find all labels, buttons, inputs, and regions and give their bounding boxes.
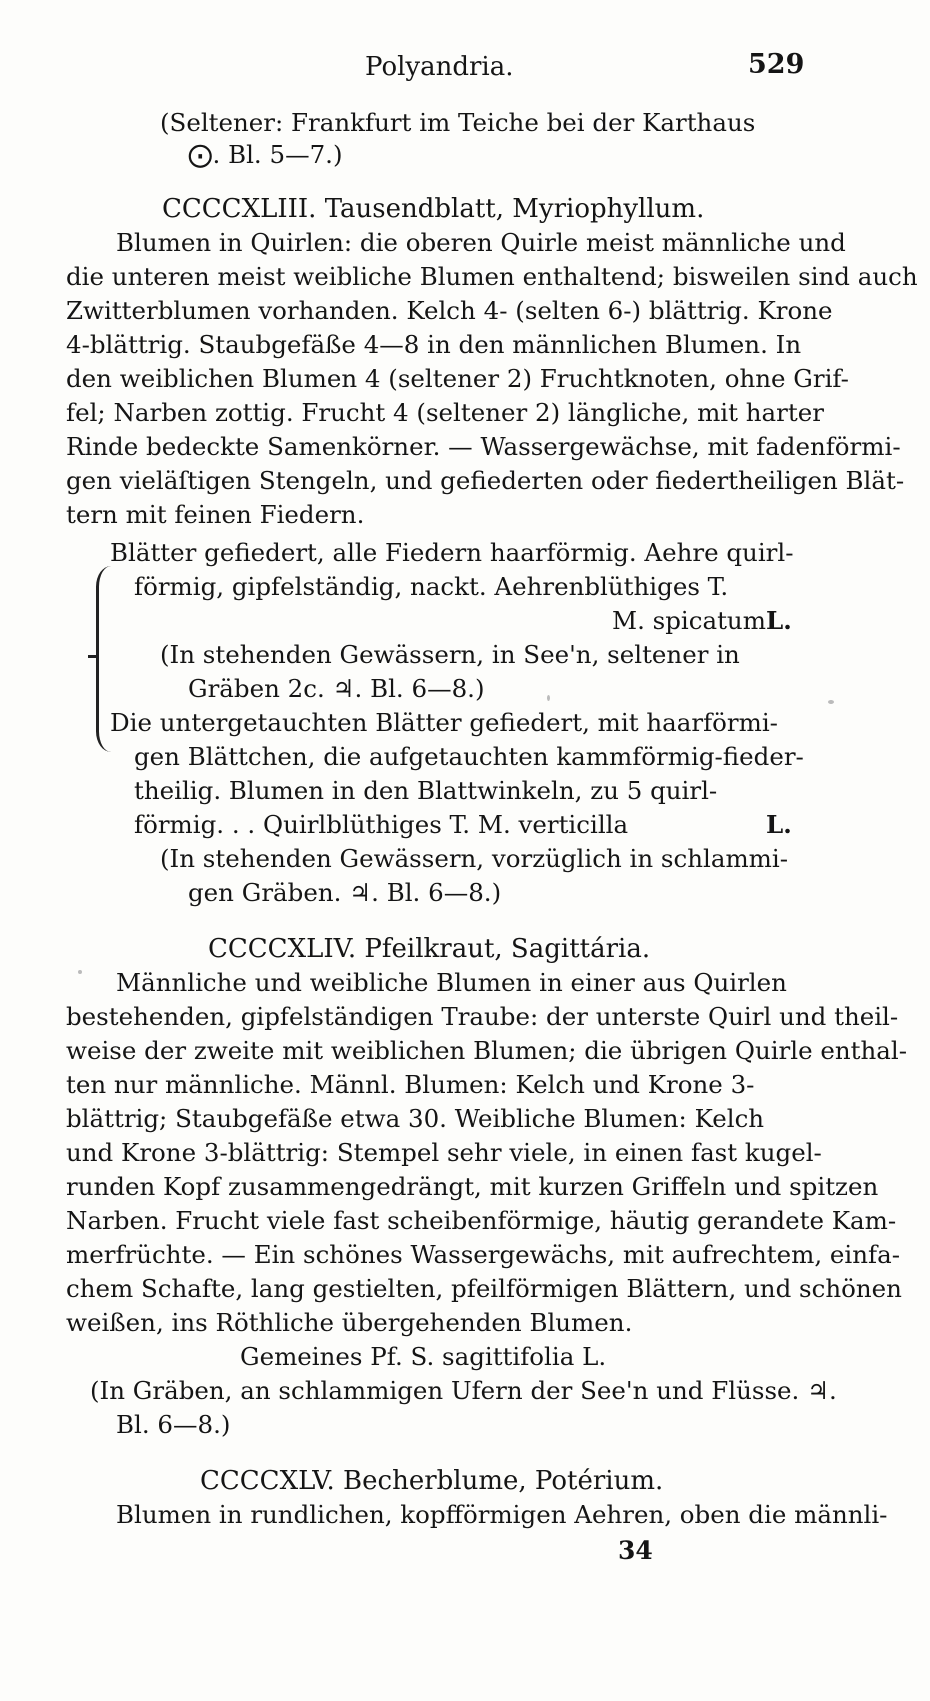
habitat-line: Gräben 2c. ♃. Bl. 6—8.) [188,674,485,703]
print-speck [828,700,834,704]
print-speck [78,970,82,974]
text-line: fel; Narben zottig. Frucht 4 (seltener 2) längliche, mit harter [66,398,824,427]
species-name: M. spicatum [612,606,766,635]
genus-heading: CCCCXLIV. Pfeilkraut, Sagittária. [208,934,651,964]
genus-heading: CCCCXLIII. Tausendblatt, Myriophyllum. [162,194,705,224]
text-line: gen vieläſtigen Stengeln, und gefiederten oder fiedertheiligen Blät- [66,466,905,495]
habitat-line: (In Gräben, an schlammigen Ufern der See'n und Flüsse. ♃. [90,1376,837,1405]
text-line: Männliche und weibliche Blumen in einer aus Quirlen [116,968,787,997]
key-line: theilig. Blumen in den Blattwinkeln, zu 5 quirl- [134,776,718,805]
text-line: ten nur männliche. Männl. Blumen: Kelch und Krone 3- [66,1070,755,1099]
text-line: merfrüchte. — Ein schönes Wassergewächs, mit aufrechtem, einfa- [66,1240,900,1269]
habitat-line: Bl. 6—8.) [116,1410,231,1439]
page-number: 529 [748,49,805,80]
text-line: blättrig; Staubgefäße etwa 30. Weibliche Blumen: Kelch [66,1104,765,1133]
text-line: Blumen in Quirlen: die oberen Quirle meist männliche und [116,228,846,257]
text-line: Narben. Frucht viele fast scheibenförmige, häutig gerandete Kam- [66,1206,897,1235]
genus-heading: CCCCXLV. Becherblume, Potérium. [200,1466,664,1496]
key-line: Blätter gefiedert, alle Fiedern haarförmig. Aehre quirl- [110,538,794,567]
species-author: L. [766,606,792,635]
key-line: förmig. . . Quirlblüthiges T. M. verticilla [134,810,629,839]
key-line: förmig, gipfelständig, nackt. Aehrenblüthiges T. [134,572,729,601]
text-line: weise der zweite mit weiblichen Blumen; die übrigen Quirle enthal- [66,1036,908,1065]
text-line: 4-blättrig. Staubgefäße 4—8 in den männlichen Blumen. In [66,330,802,359]
text-line: und Krone 3-blättrig: Stempel sehr viele, in einen fast kugel- [66,1138,822,1167]
habitat-line: gen Gräben. ♃. Bl. 6—8.) [188,878,502,907]
text-line: tern mit feinen Fiedern. [66,500,365,529]
species-line: Gemeines Pf. S. sagittifolia L. [240,1342,607,1371]
habitat-line: (In stehenden Gewässern, vorzüglich in schlammi- [160,844,789,873]
habitat-line: (In stehenden Gewässern, in See'n, seltener in [160,640,740,669]
text-line: ⨀. Bl. 5—7.) [188,140,343,169]
species-author: L. [766,810,792,839]
text-line: die unteren meist weibliche Blumen enthaltend; bisweilen sind auch [66,262,918,291]
print-speck [547,695,550,701]
text-line: bestehenden, gipfelständigen Traube: der unterste Quirl und theil- [66,1002,899,1031]
text-line: Blumen in rundlichen, kopfförmigen Aehren, oben die männli- [116,1500,888,1529]
running-title: Polyandria. [365,52,514,82]
key-line: Die untergetauchten Blätter gefiedert, mit haarförmi- [110,708,778,737]
key-brace [96,566,111,752]
text-line: chem Schafte, lang gestielten, pfeilförmigen Blättern, und schönen [66,1274,902,1303]
text-line: Rinde bedeckte Samenkörner. — Wassergewächse, mit fadenförmi- [66,432,901,461]
text-line: runden Kopf zusammengedrängt, mit kurzen Griffeln und spitzen [66,1172,879,1201]
key-brace-point [88,655,99,658]
text-line: den weiblichen Blumen 4 (seltener 2) Fruchtknoten, ohne Grif- [66,364,849,393]
text-line: weißen, ins Röthliche übergehenden Blumen. [66,1308,633,1337]
text-line: (Seltener: Frankfurt im Teiche bei der Karthaus [160,108,756,137]
key-line: gen Blättchen, die aufgetauchten kammförmig-fieder- [134,742,804,771]
text-line: Zwitterblumen vorhanden. Kelch 4- (selten 6-) blättrig. Krone [66,296,833,325]
signature-mark: 34 [618,1536,653,1565]
